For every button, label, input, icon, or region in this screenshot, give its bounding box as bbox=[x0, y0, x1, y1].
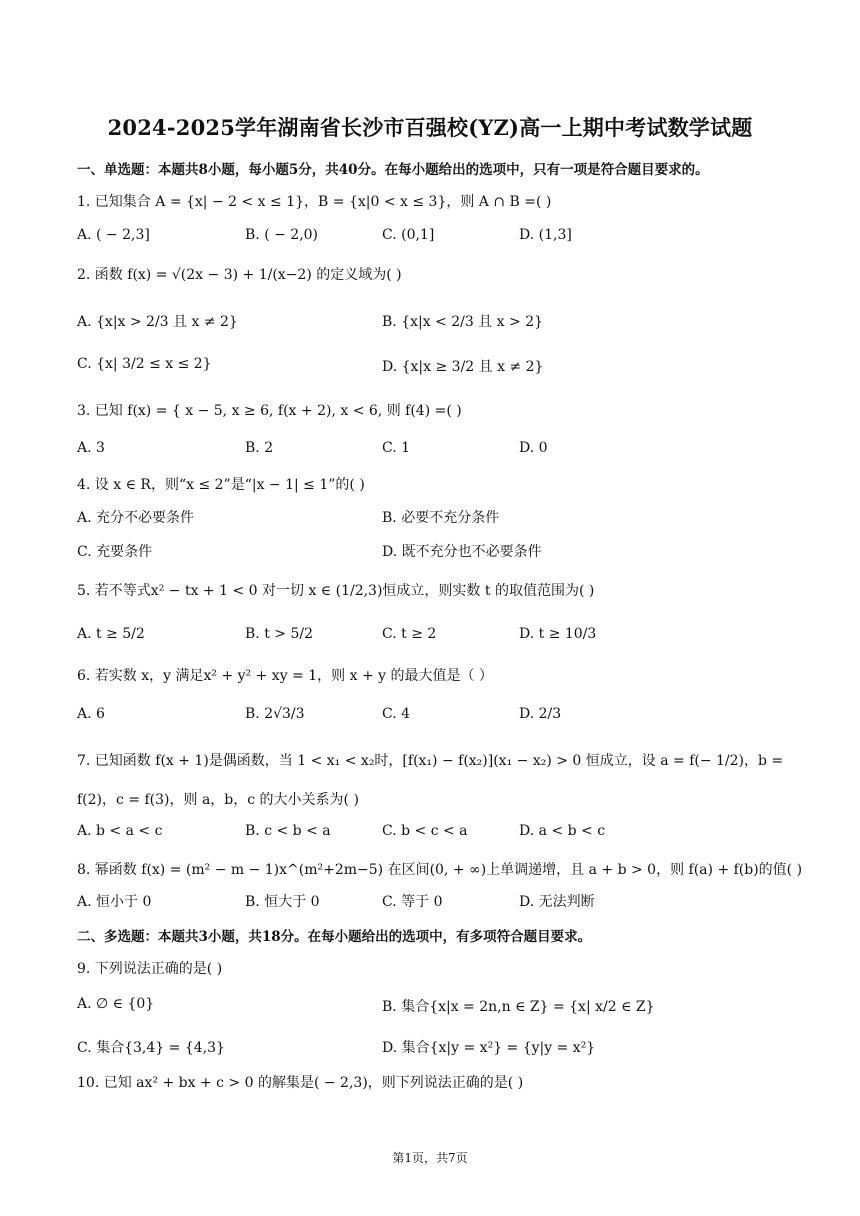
section-heading-multiple-choice: 二、多选题：本题共3小题，共18分。在每小题给出的选项中，有多项符合题目要求。 bbox=[77, 929, 592, 945]
page-footer: 第1页，共7页 bbox=[392, 1151, 468, 1165]
question-6-option-b: B. 2√3/3 bbox=[245, 706, 305, 722]
question-7-option-a: A. b < a < c bbox=[77, 823, 163, 839]
question-7-stem-line-1: 7. 已知函数 f(x + 1)是偶函数，当 1 < x₁ < x₂时，[f(x₁) − f(x₂)](x₁ − x₂) > 0 恒成立，设 a = f(− 1/2)，b = bbox=[77, 753, 784, 769]
question-5-option-a: A. t ≥ 5/2 bbox=[77, 626, 145, 642]
question-9-option-c: C. 集合{3,4} = {4,3} bbox=[77, 1040, 225, 1056]
question-2-option-c: C. {x| 3/2 ≤ x ≤ 2} bbox=[77, 356, 212, 372]
question-5-option-c: C. t ≥ 2 bbox=[382, 626, 437, 642]
question-8-option-b: B. 恒大于 0 bbox=[245, 894, 320, 910]
question-8-option-d: D. 无法判断 bbox=[519, 894, 595, 910]
question-7-option-d: D. a < b < c bbox=[519, 823, 606, 839]
section-heading-single-choice: 一、单选题：本题共8小题，每小题5分，共40分。在每小题给出的选项中，只有一项是符合题目要求的。 bbox=[77, 162, 709, 178]
question-8-option-a: A. 恒小于 0 bbox=[77, 894, 152, 910]
question-6-option-c: C. 4 bbox=[382, 706, 411, 722]
question-4-option-b: B. 必要不充分条件 bbox=[382, 510, 500, 526]
question-6-option-d: D. 2/3 bbox=[519, 706, 562, 722]
question-2-stem: 2. 函数 f(x) = √(2x − 3) + 1/(x−2) 的定义域为( ) bbox=[77, 267, 402, 283]
question-9-option-d: D. 集合{x|y = x²} = {y|y = x²} bbox=[382, 1040, 596, 1056]
question-9-option-a: A. ∅ ∈ {0} bbox=[77, 996, 155, 1012]
question-5-option-d: D. t ≥ 10/3 bbox=[519, 626, 597, 642]
question-6-stem: 6. 若实数 x，y 满足x² + y² + xy = 1，则 x + y 的最大值是（ ） bbox=[77, 668, 493, 684]
question-4-option-c: C. 充要条件 bbox=[77, 544, 153, 560]
question-7-option-c: C. b < c < a bbox=[382, 823, 468, 839]
question-9-stem: 9. 下列说法正确的是( ) bbox=[77, 961, 223, 977]
question-2-option-b: B. {x|x < 2/3 且 x > 2} bbox=[382, 314, 544, 330]
question-9-option-b: B. 集合{x|x = 2n,n ∈ Z} = {x| x/2 ∈ Z} bbox=[382, 999, 655, 1015]
question-2-option-a: A. {x|x > 2/3 且 x ≠ 2} bbox=[77, 314, 238, 330]
question-1-option-c: C. (0,1] bbox=[382, 227, 435, 243]
question-3-option-a: A. 3 bbox=[77, 440, 105, 456]
question-3-option-b: B. 2 bbox=[245, 440, 274, 456]
question-4-option-a: A. 充分不必要条件 bbox=[77, 510, 195, 526]
question-8-option-c: C. 等于 0 bbox=[382, 894, 443, 910]
question-1-option-d: D. (1,3] bbox=[519, 227, 572, 243]
question-1-option-b: B. ( − 2,0) bbox=[245, 227, 319, 243]
question-5-option-b: B. t > 5/2 bbox=[245, 626, 313, 642]
question-1-option-a: A. ( − 2,3] bbox=[77, 227, 150, 243]
question-5-stem: 5. 若不等式x² − tx + 1 < 0 对一切 x ∈ (1/2,3)恒成立，则实数 t 的取值范围为( ) bbox=[77, 583, 595, 599]
question-3-stem: 3. 已知 f(x) = { x − 5, x ≥ 6, f(x + 2), x < 6, 则 f(4) =( ) bbox=[77, 403, 462, 419]
question-10-stem: 10. 已知 ax² + bx + c > 0 的解集是( − 2,3)，则下列说法正确的是( ) bbox=[77, 1075, 524, 1091]
question-2-option-d: D. {x|x ≥ 3/2 且 x ≠ 2} bbox=[382, 359, 544, 375]
question-1-stem: 1. 已知集合 A = {x| − 2 < x ≤ 1}，B = {x|0 < x ≤ 3}，则 A ∩ B =( ) bbox=[77, 194, 552, 210]
question-7-stem-line-2: f(2)，c = f(3)，则 a，b，c 的大小关系为( ) bbox=[77, 792, 359, 808]
page-title: 2024-2025学年湖南省长沙市百强校(YZ)高一上期中考试数学试题 bbox=[107, 115, 753, 140]
question-4-option-d: D. 既不充分也不必要条件 bbox=[382, 544, 542, 560]
question-8-stem: 8. 幂函数 f(x) = (m² − m − 1)x^(m²+2m−5) 在区间(0, + ∞)上单调递增，且 a + b > 0，则 f(a) + f(b)的值( ) bbox=[77, 862, 803, 878]
question-6-option-a: A. 6 bbox=[77, 706, 105, 722]
question-3-option-c: C. 1 bbox=[382, 440, 411, 456]
question-4-stem: 4. 设 x ∈ R，则“x ≤ 2”是“|x − 1| ≤ 1”的( ) bbox=[77, 477, 365, 493]
question-3-option-d: D. 0 bbox=[519, 440, 548, 456]
question-7-option-b: B. c < b < a bbox=[245, 823, 331, 839]
